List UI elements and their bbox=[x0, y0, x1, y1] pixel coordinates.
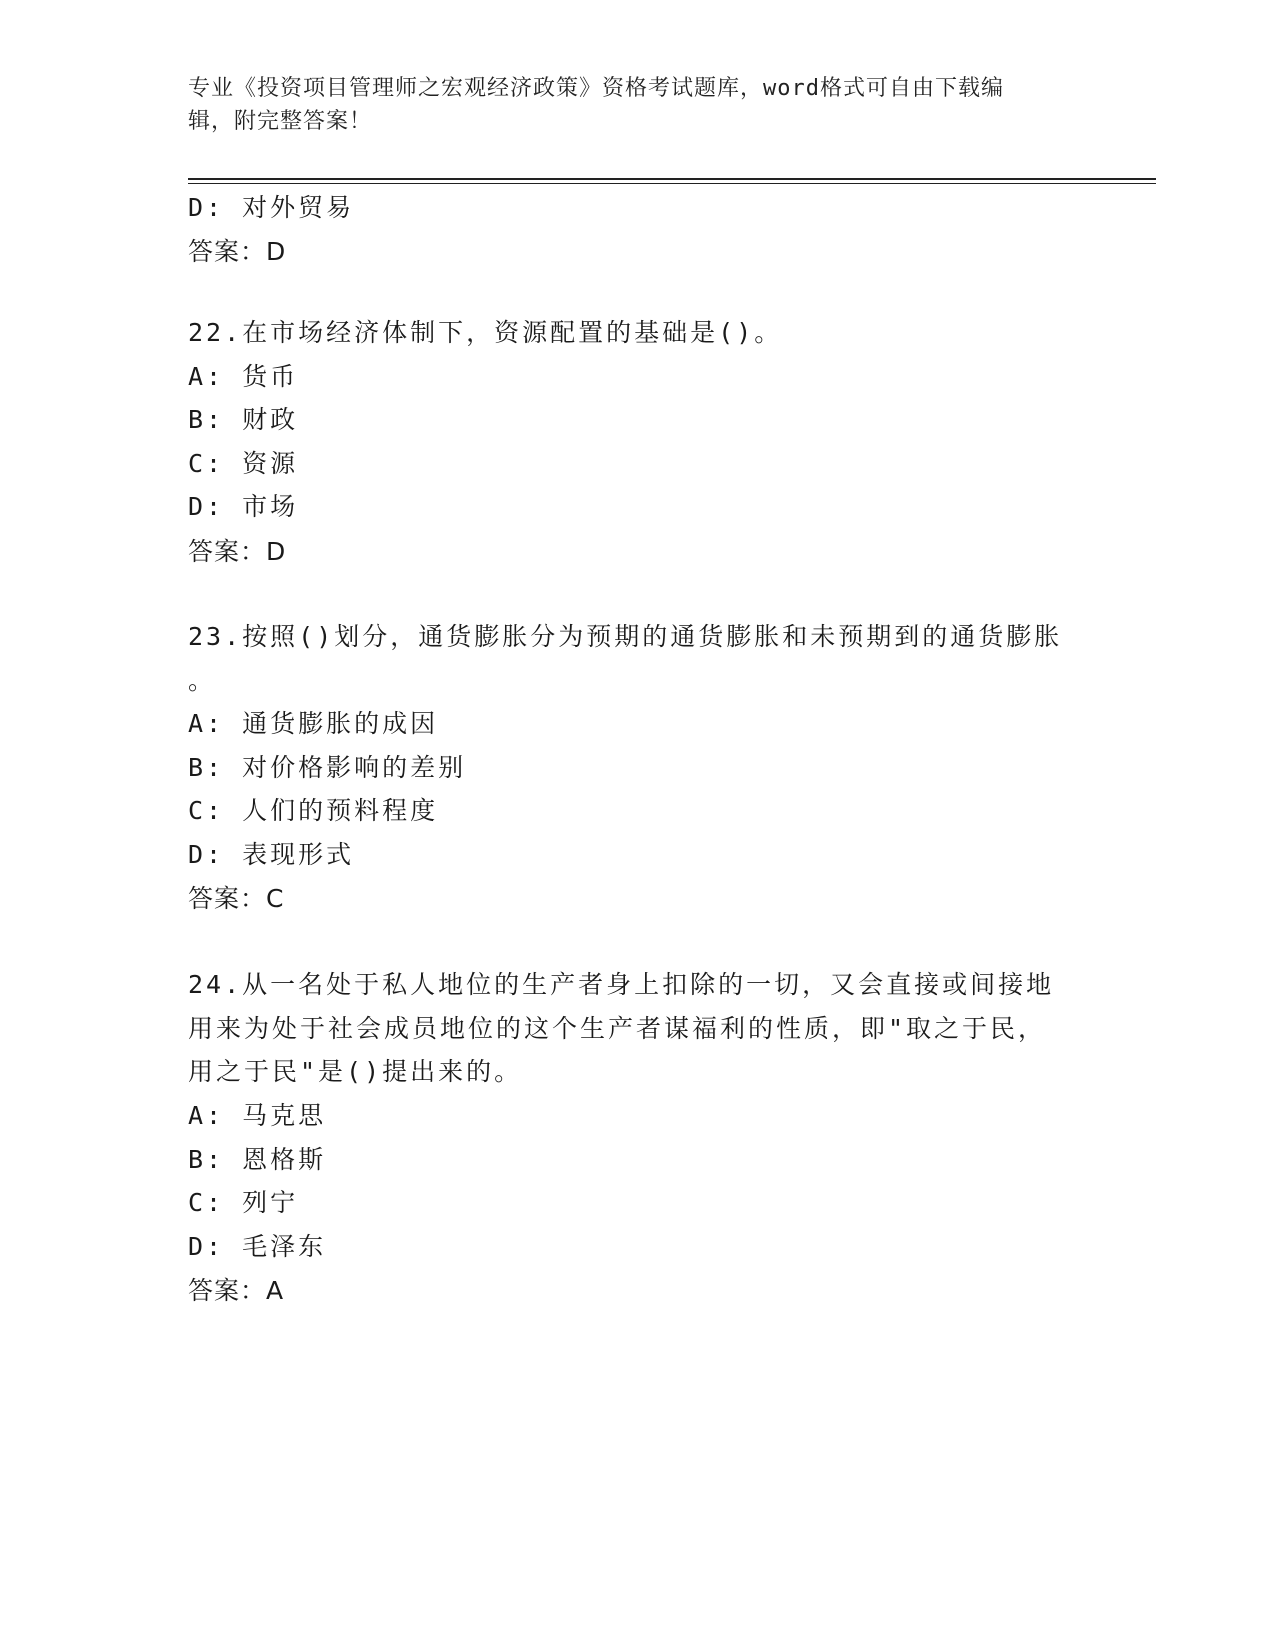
header-divider bbox=[188, 178, 1156, 180]
q24-option-d: D: 毛泽东 bbox=[188, 1232, 327, 1261]
q23-option-b: B: 对价格影响的差别 bbox=[188, 753, 467, 782]
q24-answer: 答案：A bbox=[188, 1276, 285, 1305]
q23-option-c: C: 人们的预料程度 bbox=[188, 796, 439, 825]
q22-option-b: B: 财政 bbox=[188, 405, 299, 434]
q24-option-b: B: 恩格斯 bbox=[188, 1145, 327, 1174]
q23-option-a: A: 通货膨胀的成因 bbox=[188, 709, 439, 738]
q22-stem: 22.在市场经济体制下，资源配置的基础是()。 bbox=[188, 318, 783, 347]
header-line-2: 辑，附完整答案！ bbox=[188, 109, 373, 134]
q24-option-c: C: 列宁 bbox=[188, 1188, 299, 1217]
q23-stem-line-2: 。 bbox=[188, 666, 217, 695]
prev-answer: 答案：D bbox=[188, 237, 287, 266]
q23-option-d: D: 表现形式 bbox=[188, 840, 355, 869]
q24-stem-line-1: 24.从一名处于私人地位的生产者身上扣除的一切，又会直接或间接地 bbox=[188, 970, 1055, 999]
q22-option-d: D: 市场 bbox=[188, 492, 299, 521]
page-header bbox=[188, 72, 1078, 138]
header-divider-thin bbox=[188, 183, 1156, 184]
q22-option-c: C: 资源 bbox=[188, 449, 299, 478]
prev-option-d: D: 对外贸易 bbox=[188, 193, 355, 222]
q23-stem-line-1: 23.按照()划分，通货膨胀分为预期的通货膨胀和未预期到的通货膨胀 bbox=[188, 622, 1063, 651]
q24-stem-line-2: 用来为处于社会成员地位的这个生产者谋福利的性质，即"取之于民， bbox=[188, 1014, 1047, 1043]
q24-stem-line-3: 用之于民"是()提出来的。 bbox=[188, 1057, 523, 1086]
header-line-1: 专业《投资项目管理师之宏观经济政策》资格考试题库，word格式可自由下载编 bbox=[188, 76, 1004, 101]
q23-answer: 答案：C bbox=[188, 884, 285, 913]
q24-option-a: A: 马克思 bbox=[188, 1101, 327, 1130]
q22-answer: 答案：D bbox=[188, 537, 287, 566]
q22-option-a: A: 货币 bbox=[188, 362, 299, 391]
